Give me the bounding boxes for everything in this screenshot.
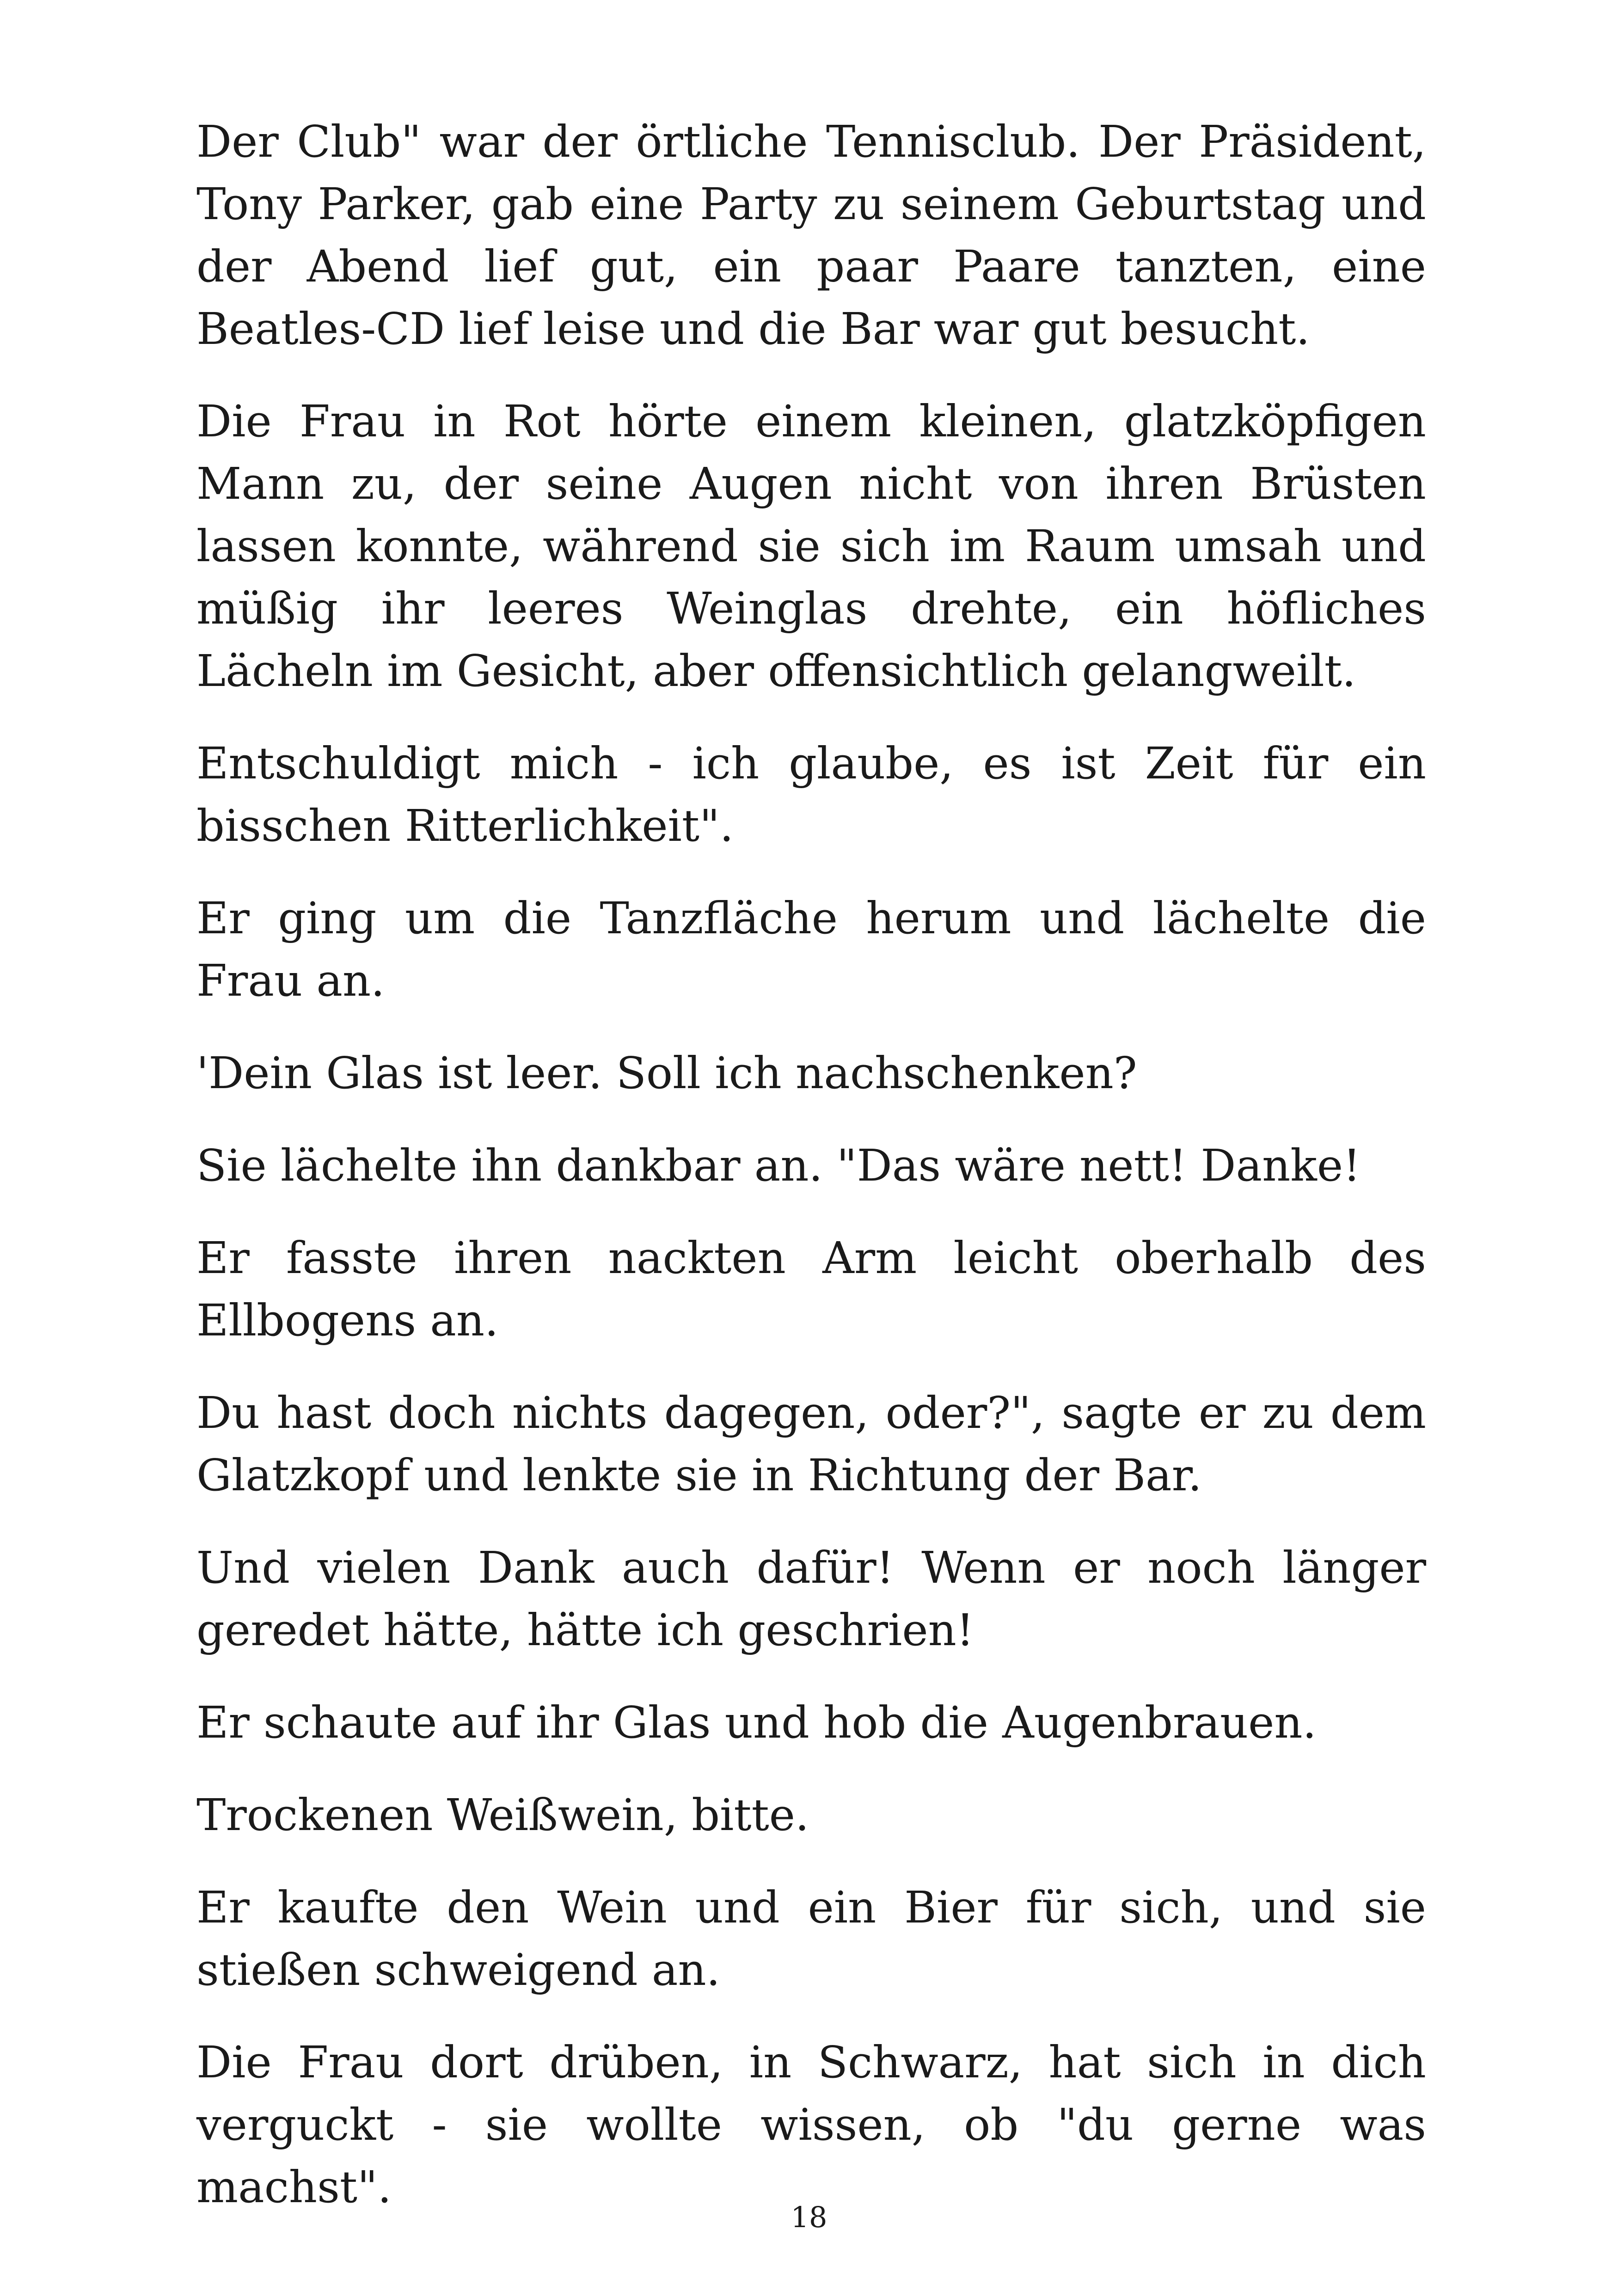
paragraph: Er schaute auf ihr Glas und hob die Augenbrauen. (196, 1697, 1317, 1748)
paragraph: Die Frau dort drüben, in Schwarz, hat sich in dich verguckt - sie wollte wissen, ob "du gerne was machst". (196, 2037, 1426, 2213)
paragraph: Er fasste ihren nackten Arm leicht oberhalb des Ellbogens an. (196, 1233, 1426, 1346)
paragraph: Trockenen Weißwein, bitte. (196, 1790, 809, 1841)
text-body (196, 111, 1426, 2249)
paragraph: Entschuldigt mich - ich glaube, es ist Zeit für ein bisschen Ritterlichkeit". (196, 738, 1426, 851)
paragraph: Und vielen Dank auch dafür! Wenn er noch länger geredet hätte, hätte ich geschrien! (196, 1543, 1426, 1656)
paragraph: Er kaufte den Wein und ein Bier für sich, und sie stießen schweigend an. (196, 1882, 1426, 1996)
paragraph: Der Club" war der örtliche Tennisclub. Der Präsident, Tony Parker, gab eine Party zu seinem Geburtstag und der Abend lief gut, ein paar Paare tanzten, eine Beatles-CD lief leise und die Bar war gut besucht. (196, 116, 1426, 355)
paragraph: Du hast doch nichts dagegen, oder?", sagte er zu dem Glatzkopf und lenkte sie in Richtung der Bar. (196, 1388, 1426, 1501)
paragraph: 'Dein Glas ist leer. Soll ich nachschenken? (196, 1048, 1137, 1099)
paragraph: Er ging um die Tanzfläche herum und lächelte die Frau an. (196, 893, 1426, 1006)
paragraph: Die Frau in Rot hörte einem kleinen, glatzköpfigen Mann zu, der seine Augen nicht von ihren Brüsten lassen konnte, während sie sich im Raum umsah und müßig ihr leeres Weinglas drehte, ein höfliches Lächeln im Gesicht, aber offensichtlich gelangweilt. (196, 396, 1426, 697)
paragraph: Sie lächelte ihn dankbar an. "Das wäre nett! Danke! (196, 1140, 1361, 1191)
page-number: 18 (791, 2200, 827, 2234)
